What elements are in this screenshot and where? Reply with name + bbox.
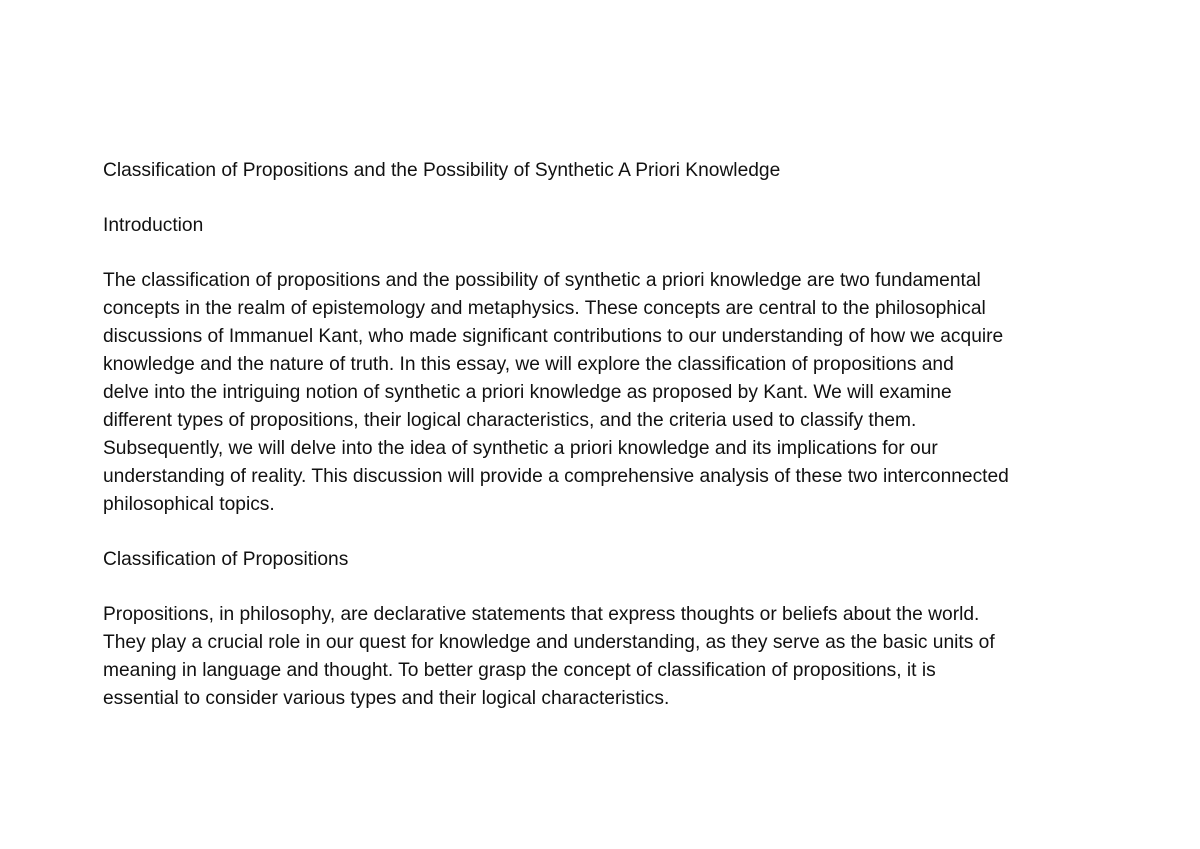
paragraph-line: different types of propositions, their logical characteristics, and the criteria used to classify them. bbox=[103, 410, 917, 431]
classification-heading: Classification of Propositions bbox=[103, 549, 349, 570]
paragraph-line: Subsequently, we will delve into the idea of synthetic a priori knowledge and its implications for our bbox=[103, 438, 938, 459]
paragraph-line: Propositions, in philosophy, are declarative statements that express thoughts or beliefs about the world. bbox=[103, 604, 980, 625]
introduction-heading: Introduction bbox=[103, 215, 204, 236]
paragraph-line: essential to consider various types and their logical characteristics. bbox=[103, 688, 670, 709]
paragraph-line: philosophical topics. bbox=[103, 494, 275, 515]
paragraph-line: knowledge and the nature of truth. In this essay, we will explore the classification of propositions and bbox=[103, 354, 954, 375]
paragraph-line: delve into the intriguing notion of synthetic a priori knowledge as proposed by Kant. We will examine bbox=[103, 382, 952, 403]
paragraph-line: understanding of reality. This discussion will provide a comprehensive analysis of these two interconnected bbox=[103, 466, 1009, 487]
classification-paragraph bbox=[103, 601, 1103, 713]
paragraph-line: discussions of Immanuel Kant, who made significant contributions to our understanding of how we acquire bbox=[103, 326, 1004, 347]
document-body bbox=[103, 157, 1103, 740]
paragraph-line: meaning in language and thought. To better grasp the concept of classification of propositions, it is bbox=[103, 660, 936, 681]
document-title: Classification of Propositions and the Possibility of Synthetic A Priori Knowledge bbox=[103, 160, 781, 181]
paragraph-line: concepts in the realm of epistemology and metaphysics. These concepts are central to the philosophical bbox=[103, 298, 986, 319]
introduction-paragraph bbox=[103, 267, 1103, 519]
paragraph-line: They play a crucial role in our quest for knowledge and understanding, as they serve as the basic units of bbox=[103, 632, 995, 653]
paragraph-line: The classification of propositions and the possibility of synthetic a priori knowledge are two fundamental bbox=[103, 270, 981, 291]
